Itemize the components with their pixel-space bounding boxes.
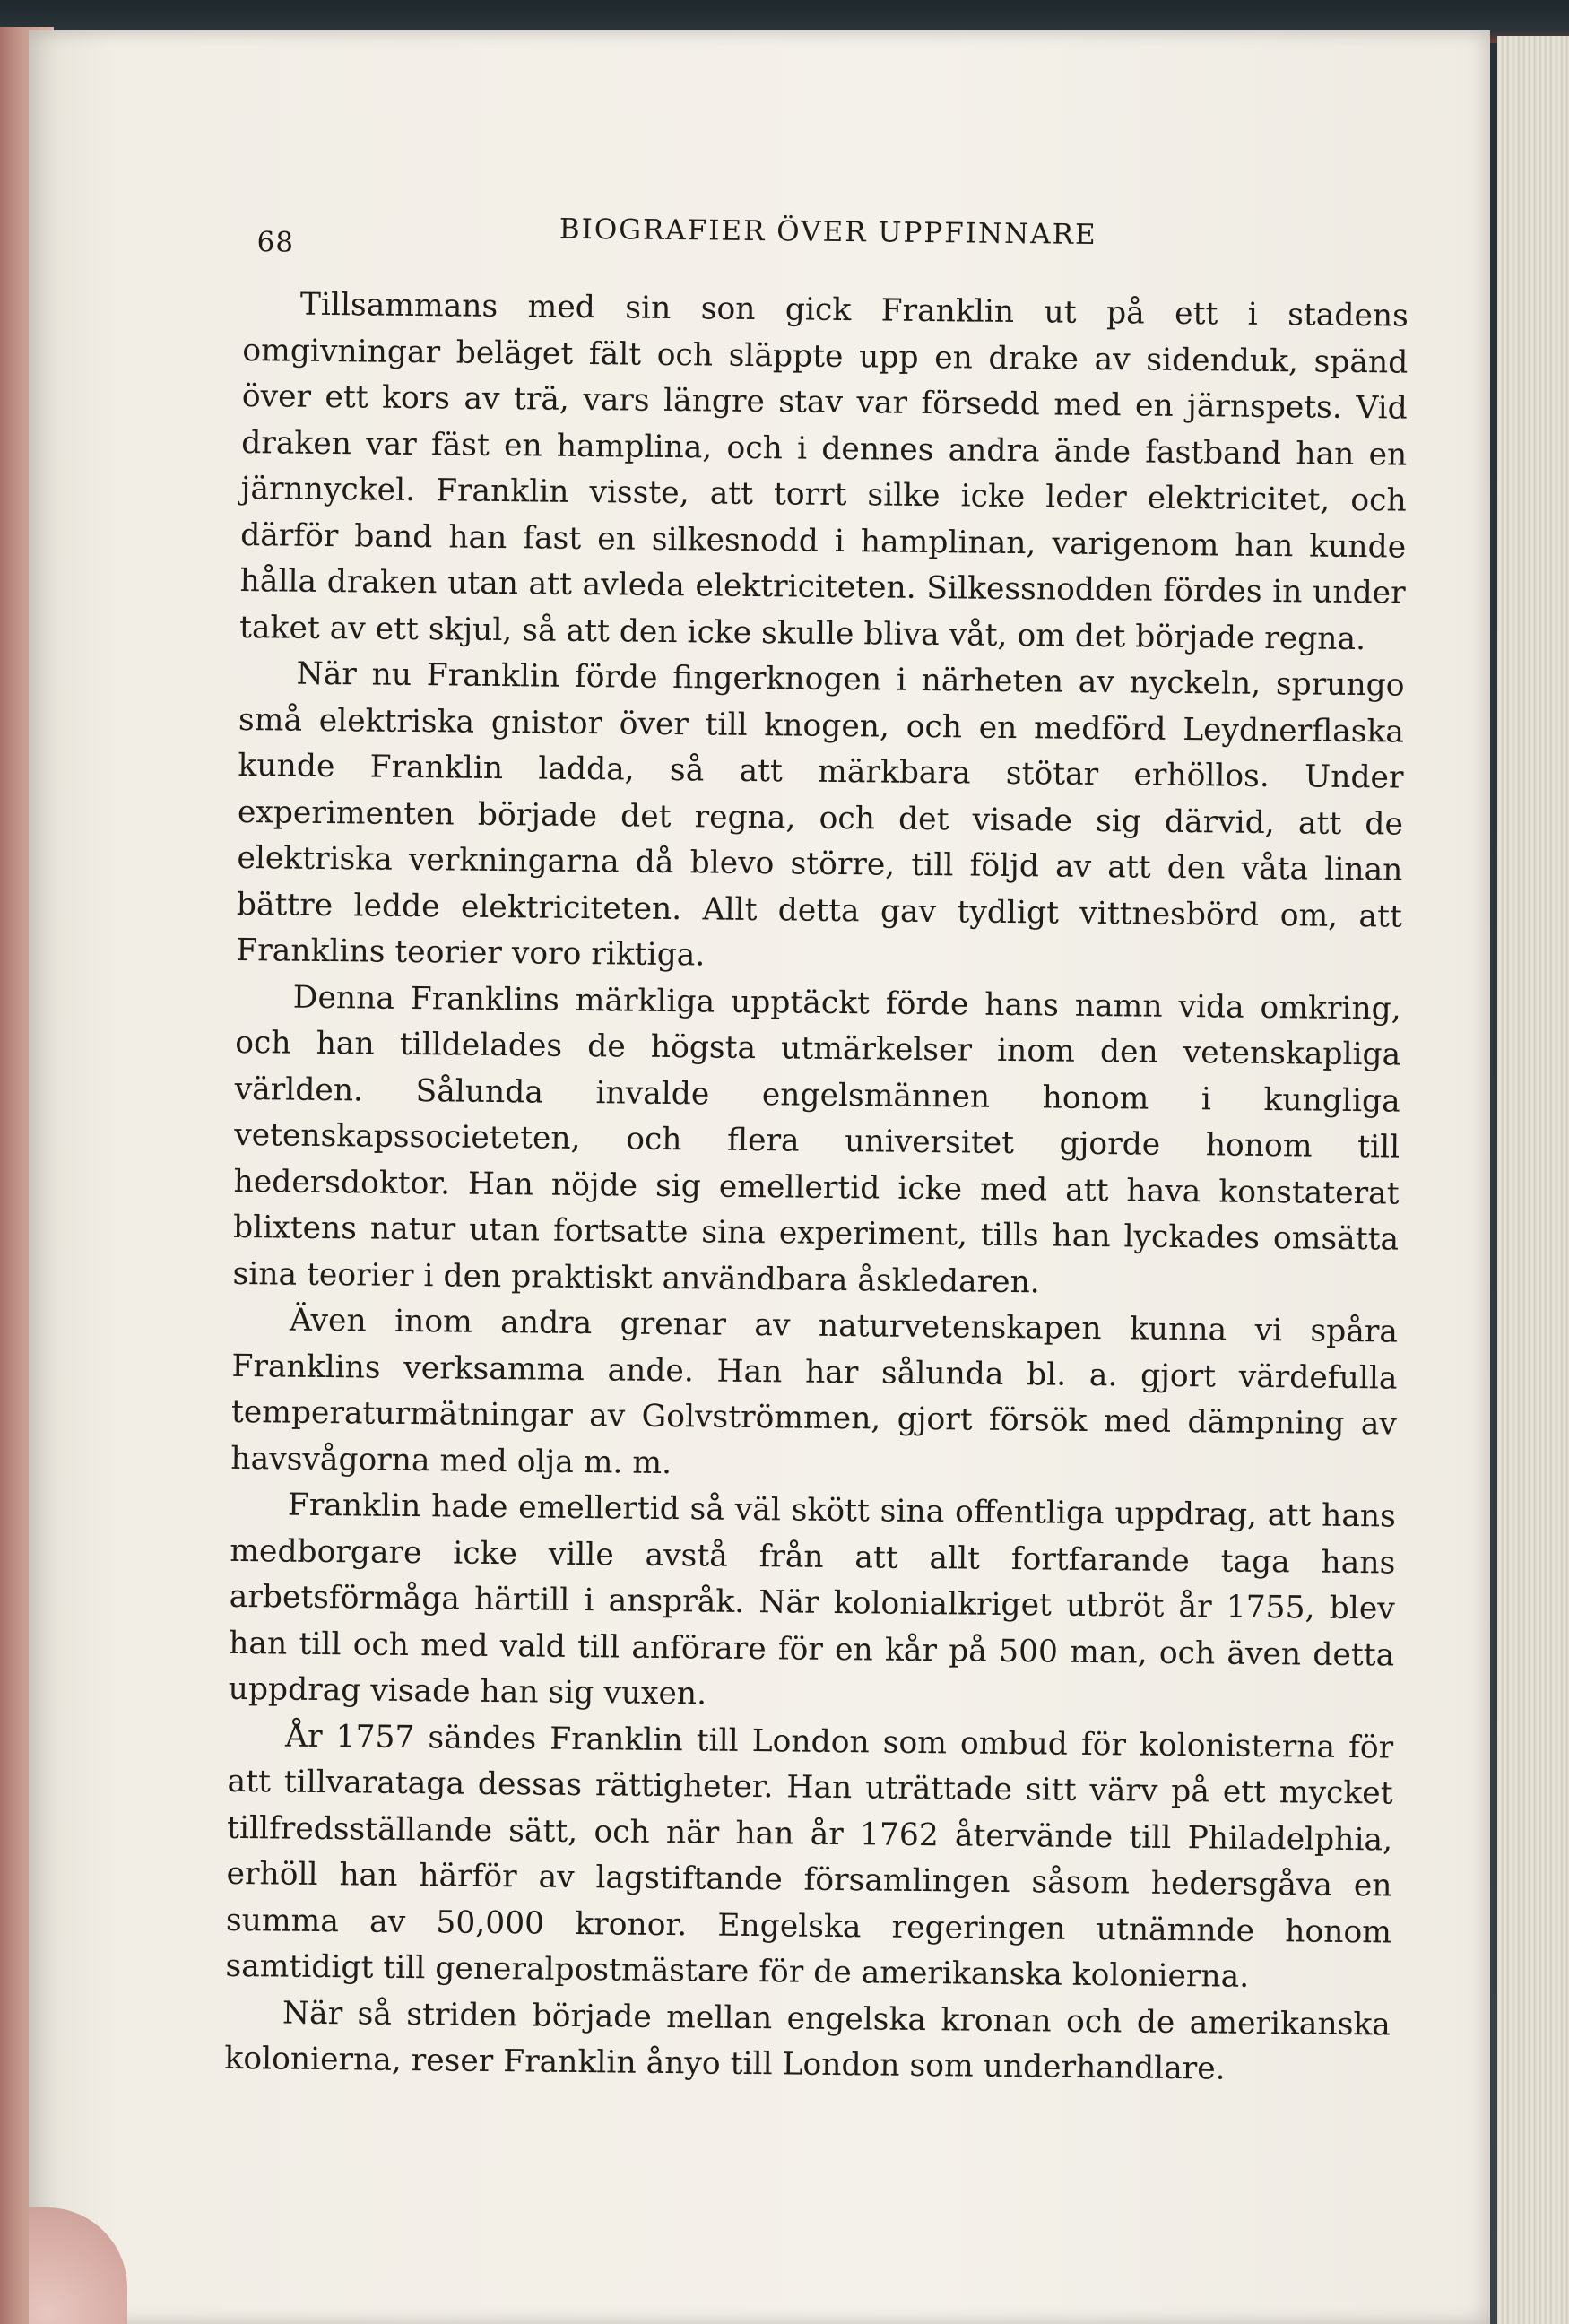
thumb <box>29 2207 127 2324</box>
paragraph: Denna Franklins märkliga upptäckt förde hans namn vida omkring, och han tilldelades de högsta utmärkelser inom den vetenskapliga världen. Sålunda invalde engelsmännen honom i kungliga vetenskapssocieteten, och flera universitet gjorde honom till hedersdoktor. Han nöjde sig emellertid icke med att hava konstaterat blixtens natur utan fortsatte sina experiment, tills han lyckades omsätta sina teorier i den praktiskt användbara åskledaren. <box>232 979 1401 1300</box>
running-head <box>243 210 1409 276</box>
paragraph: Även inom andra grenar av naturvetenskapen kunna vi spåra Franklins verksamma ande. Han har sålunda bl. a. gjort värdefulla temperaturmätningar av Golvströmmen, gjort försök med dämpning av havsvågorna med olja m. m. <box>230 1302 1399 1481</box>
paragraph: När så striden började mellan engelska kronan och de amerikanska kolonierna, reser Franklin ånyo till London som underhandlare. <box>224 1995 1391 2087</box>
body-text <box>224 282 1409 2094</box>
paragraph: Tillsammans med sin son gick Franklin ut på ett i stadens omgivningar beläget fält och släppte upp en drake av sidenduk, spänd över ett kors av trä, vars längre stav var försedd med en järnspets. Vid draken var fäst en hamplina, och i dennes andra ände fastband han en järnnyckel. Franklin visste, att torrt silke icke leder elektricitet, och därför band han fast en silkesnodd i hamplinan, varigenom han kunde hålla draken utan att avleda elektriciteten. Silkessnodden fördes in under taket av ett skjul, så att den icke skulle bliva våt, om det började regna. <box>238 286 1409 657</box>
page-stack-edge <box>1497 36 1569 2324</box>
page-number: 68 <box>256 226 295 259</box>
book-page <box>29 30 1490 2324</box>
page-content <box>224 210 1409 2094</box>
running-title: BIOGRAFIER ÖVER UPPFINNARE <box>559 212 1097 251</box>
paragraph: Franklin hade emellertid så väl skött sina offentliga uppdrag, att hans medborgare icke ville avstå från att allt fortfarande taga hans arbetsförmåga härtill i anspråk. När kolonialkriget utbröt år 1755, blev han till och med vald till anförare för en kår på 500 man, och även detta uppdrag visade han sig vuxen. <box>228 1487 1397 1713</box>
paragraph: År 1757 sändes Franklin till London som ombud för kolonisterna för att tillvaratagа dessas rättigheter. Han uträttade sitt värv på ett mycket tillfredsställande sätt, och när han år 1762 återvände till Philadelphia, erhöll han härför av lagstiftande församlingen såsom hedersgåva en summa av 50,000 kronor. Engelska regeringen utnämnde honom samtidigt till generalpostmästare för de amerikanska kolonierna. <box>225 1718 1394 1995</box>
paragraph: När nu Franklin förde fingerknogen i närheten av nyckeln, sprungo små elektriska gnistor över till knogen, och en medförd Leydnerflaska kunde Franklin ladda, så att märkbara stötar erhöllos. Under experimenten började det regna, och det visade sig därvid, att de elektriska verkningarna då blevo större, till följd av att den våta linan bättre ledde elektriciteten. Allt detta gav tydligt vittnesbörd om, att Franklins teorier voro riktiga. <box>236 655 1405 974</box>
